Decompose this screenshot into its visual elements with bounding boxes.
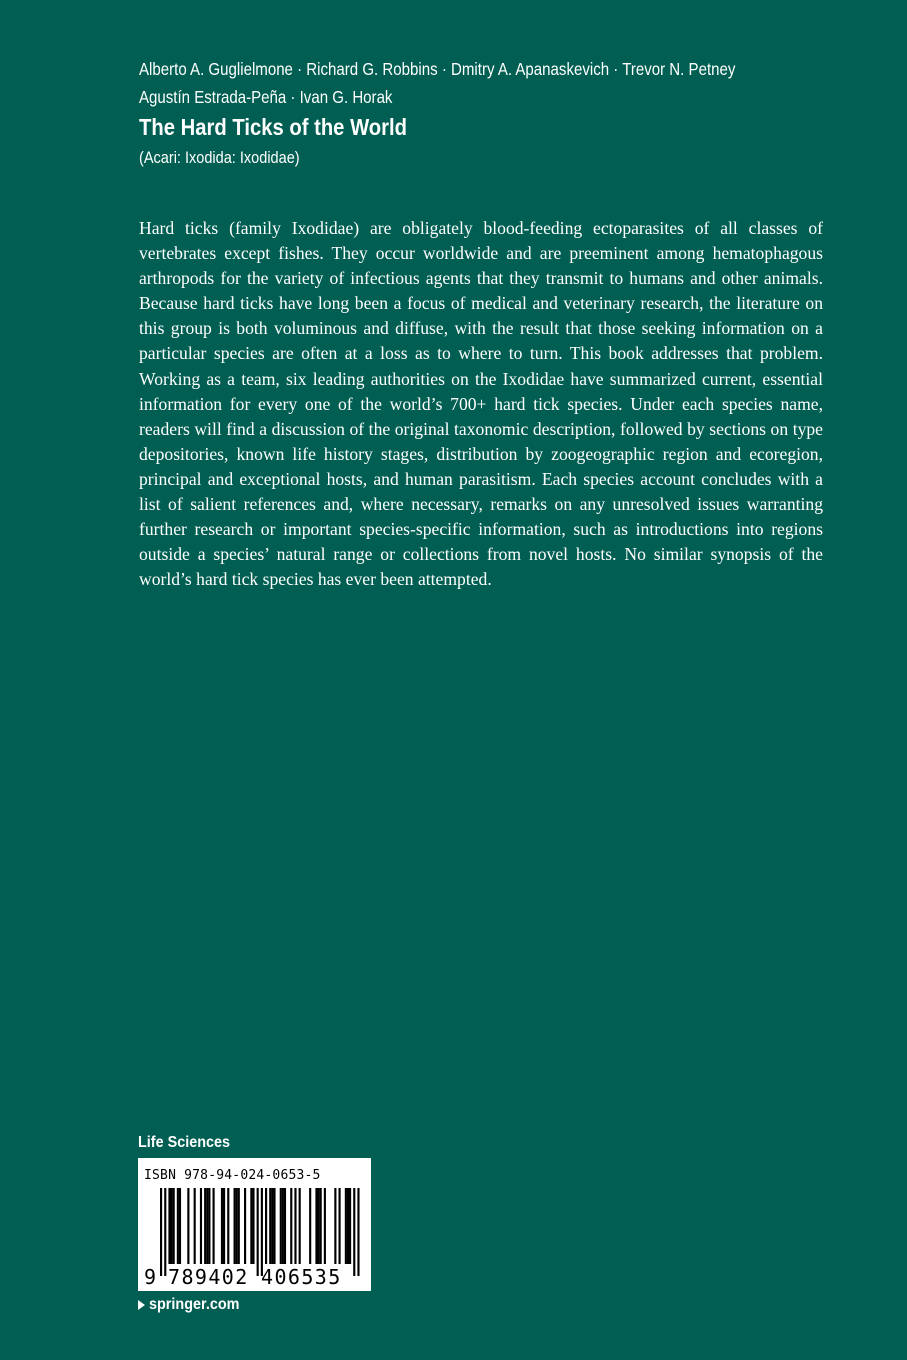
- barcode-bar: [252, 1188, 254, 1264]
- barcode-bar: [261, 1188, 263, 1276]
- barcode-bar: [244, 1188, 246, 1264]
- book-description: Hard ticks (family Ixodidae) are obligately blood-feeding ectoparasites of all classes of vertebrates except fishes. They occur worldwide and are preeminent among hematophagous arthropods for the variety of infectious agents that they transmit to humans and other animals. Because hard ticks have long been a focus of medical and veterinary research, the literature on this group is both voluminous and diffuse, with the result that those seeking information on a particular species are often at a loss as to where to turn. This book addresses that problem. Working as a team, six leading authorities on the Ixodidae have summarized current, essential information for every one of the world’s 700+ hard tick species. Under each species name, readers will find a discussion of the original taxonomic description, followed by sections on type depositories, known life history stages, distribution by zoogeographic region and ecoregion, principal and exceptional hosts, and human parasitism. Each species account concludes with a list of salient references and, where necessary, remarks on any unresolved issues warranting further research or important species-specific information, such as introductions into regions outside a species’ natural range or collections from novel hosts. No similar synopsis of the world’s hard tick species has ever been attempted.: [139, 218, 823, 590]
- barcode-bar: [315, 1188, 317, 1264]
- barcode-bar: [208, 1188, 210, 1264]
- isbn-number: ISBN 978-94-024-0653-5: [144, 1168, 321, 1183]
- barcode-bar: [194, 1188, 196, 1264]
- barcode-bar: [265, 1188, 267, 1264]
- website-link[interactable]: springer.com: [149, 1296, 240, 1313]
- barcode-bar: [206, 1188, 208, 1264]
- barcode-bar: [164, 1188, 166, 1276]
- barcode-bar: [171, 1188, 173, 1264]
- barcode-bar: [353, 1188, 355, 1276]
- barcode-bar: [299, 1188, 301, 1264]
- barcode-bar: [177, 1188, 179, 1264]
- barcode-bar: [271, 1188, 273, 1264]
- barcode-bar: [179, 1188, 181, 1264]
- barcode-bar: [200, 1188, 202, 1264]
- barcode-bar: [173, 1188, 175, 1264]
- ean-digits-right: 406535: [261, 1265, 342, 1289]
- authors-line-2: Agustín Estrada-Peña · Ivan G. Horak: [139, 87, 393, 107]
- barcode-bar: [345, 1188, 347, 1264]
- subject-category: Life Sciences: [138, 1134, 231, 1151]
- barcode-bar: [269, 1188, 271, 1264]
- book-subtitle: (Acari: Ixodida: Ixodidae): [139, 149, 300, 167]
- barcode-bar: [160, 1188, 162, 1276]
- barcode-bar: [223, 1188, 225, 1264]
- barcode-bar: [187, 1188, 189, 1264]
- barcode-bar: [309, 1188, 311, 1264]
- barcode-bar: [320, 1188, 322, 1264]
- barcode-bar: [213, 1188, 215, 1264]
- barcode-bar: [273, 1188, 275, 1264]
- barcode-bar: [238, 1188, 240, 1264]
- barcode-bar: [280, 1188, 282, 1264]
- barcode-bar: [284, 1188, 286, 1264]
- triangle-arrow-icon: [138, 1300, 145, 1310]
- book-title: The Hard Ticks of the World: [139, 114, 408, 140]
- barcode-bar: [324, 1188, 326, 1264]
- authors: [139, 55, 758, 111]
- barcode-bar: [294, 1188, 296, 1264]
- barcode-bar: [236, 1188, 238, 1264]
- barcode-bar: [168, 1188, 170, 1264]
- barcode-bar: [282, 1188, 284, 1264]
- barcode-bar: [318, 1188, 320, 1264]
- barcode-bar: [250, 1188, 252, 1264]
- barcode-bar: [257, 1188, 259, 1276]
- authors-line-1: Alberto A. Guglielmone · Richard G. Robbins · Dmitry A. Apanaskevich · Trevor N. Petney: [139, 59, 736, 79]
- barcode-bar: [234, 1188, 236, 1264]
- barcode-bar: [221, 1188, 223, 1264]
- barcode-bar: [347, 1188, 349, 1264]
- barcode-bar: [290, 1188, 292, 1264]
- barcode-bar: [227, 1188, 229, 1264]
- barcode-bar: [204, 1188, 206, 1264]
- barcode-bar: [357, 1188, 359, 1276]
- website[interactable]: [138, 1294, 249, 1316]
- barcode-bar: [339, 1188, 341, 1264]
- ean-digits-left: 789402: [168, 1265, 249, 1289]
- barcode-bar: [334, 1188, 336, 1264]
- isbn-barcode: [138, 1158, 371, 1291]
- barcode-bar: [349, 1188, 351, 1264]
- ean-digit-first: 9: [144, 1265, 157, 1289]
